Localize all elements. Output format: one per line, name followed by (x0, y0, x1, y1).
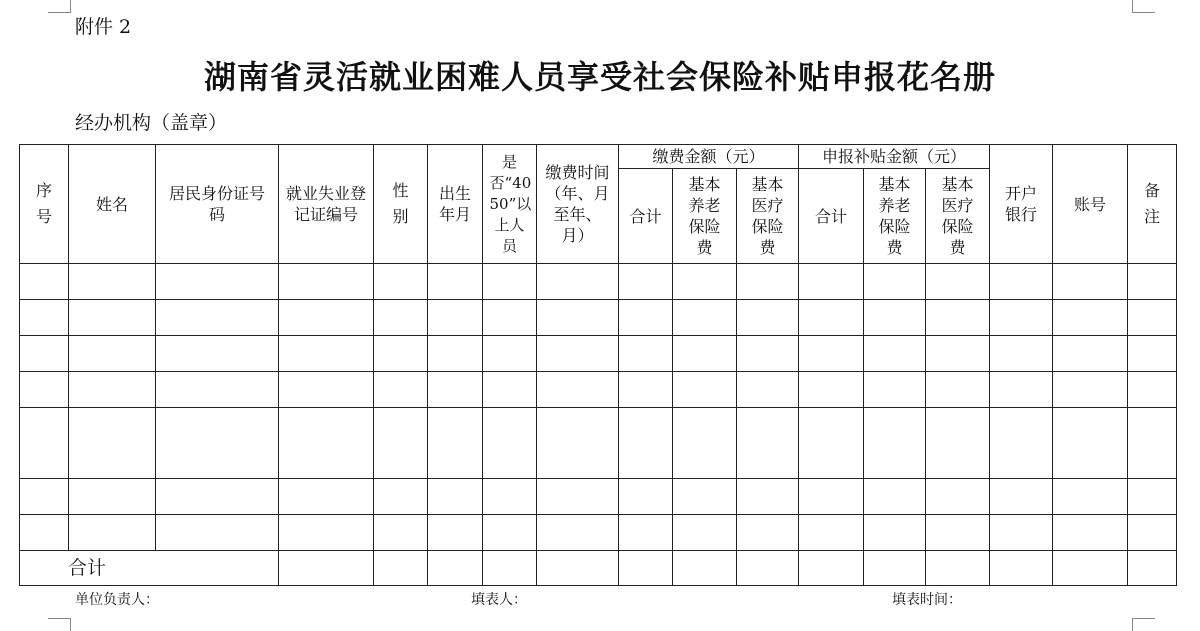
table-cell[interactable] (926, 479, 990, 515)
table-cell[interactable] (619, 372, 673, 408)
header-pay-subtotal: 合计 (619, 169, 673, 264)
table-cell[interactable] (156, 372, 279, 408)
table-cell[interactable] (990, 408, 1053, 479)
table-cell[interactable] (374, 408, 428, 479)
table-cell[interactable] (799, 264, 864, 300)
table-row (20, 336, 1177, 372)
table-cell[interactable] (864, 264, 926, 300)
table-cell[interactable] (537, 300, 619, 336)
table-cell[interactable] (69, 336, 156, 372)
table-cell[interactable] (864, 551, 926, 586)
table-cell[interactable] (926, 408, 990, 479)
table-cell[interactable] (428, 408, 483, 479)
header-seq: 序号 (20, 145, 69, 264)
table-cell[interactable] (799, 551, 864, 586)
table-cell[interactable] (737, 300, 799, 336)
table-cell[interactable] (20, 408, 69, 479)
table-cell[interactable] (20, 515, 69, 551)
table-cell[interactable] (864, 372, 926, 408)
table-cell[interactable] (1053, 300, 1128, 336)
table-cell[interactable] (799, 515, 864, 551)
table-cell[interactable] (990, 479, 1053, 515)
table-cell[interactable] (483, 479, 537, 515)
table-cell[interactable] (990, 551, 1053, 586)
table-cell[interactable] (926, 372, 990, 408)
table-cell[interactable] (374, 515, 428, 551)
table-cell[interactable] (279, 336, 374, 372)
table-cell[interactable] (374, 551, 428, 586)
table-cell[interactable] (737, 479, 799, 515)
table-cell[interactable] (619, 336, 673, 372)
table-cell[interactable] (156, 408, 279, 479)
total-label: 合计 (20, 551, 279, 586)
table-cell[interactable] (1128, 372, 1177, 408)
header-is-4050: 是否“40 50”以上人员 (483, 145, 537, 264)
table-cell[interactable] (737, 551, 799, 586)
table-cell[interactable] (619, 479, 673, 515)
table-cell[interactable] (156, 300, 279, 336)
table-cell[interactable] (374, 479, 428, 515)
header-subsidy-pension: 基本养老保险费 (864, 169, 926, 264)
table-cell[interactable] (69, 372, 156, 408)
table-cell[interactable] (864, 479, 926, 515)
unit-leader-label: 单位负责人： (75, 592, 159, 608)
table-cell[interactable] (1128, 300, 1177, 336)
crop-mark-top-right (1132, 0, 1155, 13)
table-cell[interactable] (279, 300, 374, 336)
header-account: 账号 (1053, 145, 1128, 264)
table-cell[interactable] (374, 336, 428, 372)
table-cell[interactable] (156, 515, 279, 551)
table-cell[interactable] (279, 479, 374, 515)
table-cell[interactable] (619, 300, 673, 336)
table-cell[interactable] (1053, 515, 1128, 551)
table-cell[interactable] (1128, 551, 1177, 586)
table-cell[interactable] (428, 264, 483, 300)
table-cell[interactable] (926, 336, 990, 372)
table-cell[interactable] (483, 264, 537, 300)
table-cell[interactable] (990, 336, 1053, 372)
table-cell[interactable] (799, 479, 864, 515)
table-cell[interactable] (537, 515, 619, 551)
table-row (20, 372, 1177, 408)
table-cell[interactable] (737, 264, 799, 300)
table-cell[interactable] (1128, 336, 1177, 372)
header-pay-medical: 基本医疗保险费 (737, 169, 799, 264)
table-cell[interactable] (537, 551, 619, 586)
table-cell[interactable] (279, 408, 374, 479)
header-bank: 开户银行 (990, 145, 1053, 264)
table-cell[interactable] (279, 515, 374, 551)
total-row (20, 551, 1177, 586)
table-cell[interactable] (1128, 264, 1177, 300)
register-table (19, 144, 1177, 586)
table-cell[interactable] (69, 479, 156, 515)
header-id-number: 居民身份证号码 (156, 145, 279, 264)
table-cell[interactable] (483, 551, 537, 586)
table-cell[interactable] (864, 515, 926, 551)
table-row (20, 479, 1177, 515)
table-cell[interactable] (990, 372, 1053, 408)
agency-label: 经办机构（盖章） (75, 112, 228, 134)
table-cell[interactable] (799, 408, 864, 479)
table-cell[interactable] (20, 264, 69, 300)
table-cell[interactable] (483, 372, 537, 408)
header-name: 姓名 (69, 145, 156, 264)
table-row (20, 264, 1177, 300)
table-cell[interactable] (673, 408, 737, 479)
attachment-label: 附件 2 (75, 16, 132, 38)
filler-label: 填表人： (471, 592, 527, 608)
table-cell[interactable] (864, 408, 926, 479)
table-cell[interactable] (69, 408, 156, 479)
table-cell[interactable] (673, 336, 737, 372)
table-cell[interactable] (1053, 264, 1128, 300)
header-gender: 性别 (374, 145, 428, 264)
table-cell[interactable] (483, 408, 537, 479)
table-cell[interactable] (673, 372, 737, 408)
table-cell[interactable] (537, 479, 619, 515)
table-cell[interactable] (1128, 408, 1177, 479)
table-cell[interactable] (673, 551, 737, 586)
table-cell[interactable] (483, 336, 537, 372)
table-cell[interactable] (799, 336, 864, 372)
table-cell[interactable] (737, 408, 799, 479)
table-cell[interactable] (799, 300, 864, 336)
table-cell[interactable] (374, 300, 428, 336)
table-row (20, 300, 1177, 336)
table-cell[interactable] (428, 300, 483, 336)
header-unemployment-reg-no: 就业失业登记证编号 (279, 145, 374, 264)
table-cell[interactable] (279, 372, 374, 408)
table-cell[interactable] (737, 372, 799, 408)
header-pay-amount-group: 缴费金额（元） (619, 145, 799, 169)
table-cell[interactable] (799, 372, 864, 408)
table-cell[interactable] (156, 264, 279, 300)
table-cell[interactable] (673, 300, 737, 336)
table-cell[interactable] (483, 300, 537, 336)
table-cell[interactable] (428, 336, 483, 372)
table-cell[interactable] (483, 515, 537, 551)
table-cell[interactable] (20, 479, 69, 515)
table-cell[interactable] (926, 515, 990, 551)
table-cell[interactable] (69, 300, 156, 336)
table-cell[interactable] (619, 408, 673, 479)
table-cell[interactable] (926, 300, 990, 336)
table-cell[interactable] (619, 551, 673, 586)
header-subsidy-medical: 基本医疗保险费 (926, 169, 990, 264)
table-cell[interactable] (374, 372, 428, 408)
table-cell[interactable] (428, 515, 483, 551)
header-pay-pension: 基本养老保险费 (673, 169, 737, 264)
table-cell[interactable] (619, 264, 673, 300)
fill-time-label: 填表时间： (892, 592, 962, 608)
table-cell[interactable] (990, 515, 1053, 551)
table-cell[interactable] (673, 264, 737, 300)
table-cell[interactable] (69, 515, 156, 551)
table-cell[interactable] (428, 372, 483, 408)
header-subsidy-subtotal: 合计 (799, 169, 864, 264)
table-cell[interactable] (537, 264, 619, 300)
table-cell[interactable] (1053, 408, 1128, 479)
table-cell[interactable] (69, 264, 156, 300)
table-cell[interactable] (428, 479, 483, 515)
crop-mark-bottom-left (48, 618, 71, 631)
table-row (20, 408, 1177, 479)
page-title: 湖南省灵活就业困难人员享受社会保险补贴申报花名册 (203, 58, 996, 96)
table-row (20, 515, 1177, 551)
crop-mark-top-left (48, 0, 71, 13)
table-cell[interactable] (737, 336, 799, 372)
table-cell[interactable] (619, 515, 673, 551)
table-cell[interactable] (428, 551, 483, 586)
table-cell[interactable] (990, 300, 1053, 336)
table-cell[interactable] (156, 336, 279, 372)
table-cell[interactable] (537, 408, 619, 479)
table-cell[interactable] (156, 479, 279, 515)
table-cell[interactable] (374, 264, 428, 300)
table-cell[interactable] (537, 336, 619, 372)
table-cell[interactable] (673, 515, 737, 551)
crop-mark-bottom-right (1132, 618, 1155, 631)
table-cell[interactable] (926, 551, 990, 586)
table-cell[interactable] (926, 264, 990, 300)
table-cell[interactable] (1053, 551, 1128, 586)
table-cell[interactable] (279, 551, 374, 586)
table-cell[interactable] (1128, 479, 1177, 515)
header-remarks: 备注 (1128, 145, 1177, 264)
table-cell[interactable] (673, 479, 737, 515)
table-cell[interactable] (737, 515, 799, 551)
table-cell[interactable] (864, 336, 926, 372)
table-cell[interactable] (1053, 479, 1128, 515)
table-cell[interactable] (1053, 336, 1128, 372)
table-cell[interactable] (864, 300, 926, 336)
header-pay-period: 缴费时间（年、月至年、月） (537, 145, 619, 264)
table-cell[interactable] (20, 372, 69, 408)
table-cell[interactable] (537, 372, 619, 408)
header-birth: 出生年月 (428, 145, 483, 264)
table-cell[interactable] (20, 300, 69, 336)
header-subsidy-amount-group: 申报补贴金额（元） (799, 145, 990, 169)
table-cell[interactable] (279, 264, 374, 300)
table-cell[interactable] (20, 336, 69, 372)
table-cell[interactable] (990, 264, 1053, 300)
table-cell[interactable] (1128, 515, 1177, 551)
table-cell[interactable] (1053, 372, 1128, 408)
